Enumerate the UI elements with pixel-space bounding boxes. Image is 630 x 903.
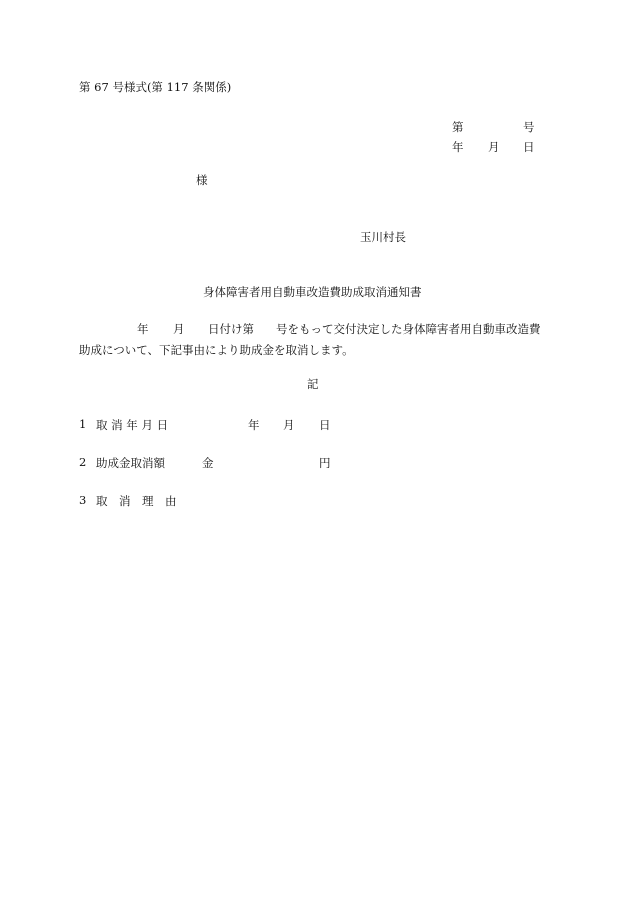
- addressee-honorific: 様: [196, 173, 208, 187]
- body-date-text: 日付け第: [208, 322, 254, 336]
- item-label: 取 消 年 月 日: [96, 418, 169, 432]
- form-number: 第 67 号様式(第 117 条関係): [79, 80, 232, 94]
- item-number: 1: [79, 417, 87, 431]
- item-kin: 金: [202, 456, 214, 470]
- body-rest-line-1: 号をもって交付決定した身体障害者用自動車改造費: [276, 322, 541, 336]
- ki-heading: 記: [307, 377, 319, 391]
- document-date-day: 日: [523, 140, 535, 154]
- document-date-month: 月: [488, 140, 500, 154]
- document-number-suffix: 号: [523, 120, 535, 134]
- item-day: 日: [319, 418, 331, 432]
- item-label: 助成金取消額: [96, 456, 165, 470]
- item-yen: 円: [319, 456, 331, 470]
- item-number: 2: [79, 455, 87, 469]
- item-number: 3: [79, 493, 87, 507]
- item-month: 月: [283, 418, 295, 432]
- item-year: 年: [248, 418, 260, 432]
- document-date-year: 年: [452, 140, 464, 154]
- document-number-prefix: 第: [452, 120, 464, 134]
- body-paragraph-line-2: 助成について、下記事由により助成金を取消します。: [79, 343, 354, 357]
- issuer-name: 玉川村長: [360, 230, 406, 244]
- body-month: 月: [173, 322, 185, 336]
- item-label: 取 消 理 由: [96, 494, 177, 508]
- body-year: 年: [137, 322, 149, 336]
- document-title: 身体障害者用自動車改造費助成取消通知書: [203, 285, 422, 299]
